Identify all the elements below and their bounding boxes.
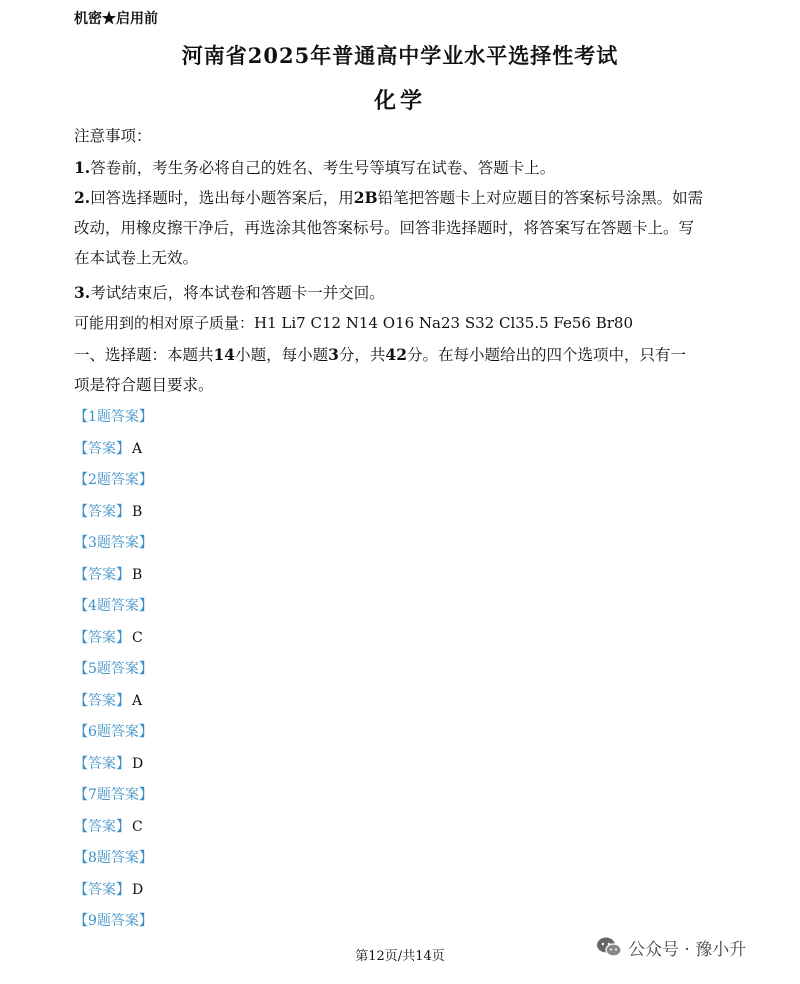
subject-title: 化学 [373, 88, 426, 114]
note-item-3 [74, 283, 385, 303]
section-heading-line-1 [74, 345, 686, 365]
section-heading-line-2: 项是符合题目要求。 [74, 376, 214, 394]
question-6-head: 【6题答案】 [74, 724, 153, 740]
answer-label: 【答案】 [74, 882, 130, 898]
section-count: 14 [213, 345, 236, 364]
answer-value: A [132, 693, 143, 709]
answer-value: B [132, 504, 143, 520]
answer-6 [74, 755, 143, 773]
note-item-2-line-1 [74, 188, 703, 208]
answer-value: B [132, 567, 143, 583]
answer-7 [74, 818, 143, 836]
question-4-head: 【4题答案】 [74, 598, 153, 614]
note-item-2-text-a: 回答选择题时，选出每小题答案后，用 [90, 189, 354, 207]
answer-5 [74, 692, 142, 710]
answer-label: 【答案】 [74, 819, 130, 835]
watermark [596, 934, 746, 960]
question-9-head: 【9题答案】 [74, 913, 153, 929]
question-8-head: 【8题答案】 [74, 850, 153, 866]
section-points-each: 3 [328, 345, 339, 364]
question-7-head: 【7题答案】 [74, 787, 153, 803]
answer-label: 【答案】 [74, 504, 130, 520]
confidential-label: 机密★启用前 [74, 11, 158, 27]
answer-label: 【答案】 [74, 567, 130, 583]
note-item-2-line-3: 在本试卷上无效。 [74, 249, 199, 267]
answer-label: 【答案】 [74, 630, 130, 646]
section-text-g: 分。在每小题给出的四个选项中，只有一 [407, 346, 687, 364]
section-text-c: 小题，每小题 [235, 346, 329, 364]
section-text-a: 一、选择题：本题共 [74, 346, 214, 364]
note-item-2-pencil: 2B [353, 188, 378, 207]
answer-3 [74, 566, 142, 584]
answer-2 [74, 503, 142, 521]
note-item-2-text-c: 铅笔把答题卡上对应题目的答案标号涂黑。如需 [377, 189, 704, 207]
section-text-e: 分，共 [338, 346, 386, 364]
note-item-3-text: 考试结束后，将本试卷和答题卡一并交回。 [90, 284, 385, 302]
answer-value: D [132, 882, 144, 898]
question-5-head: 【5题答案】 [74, 661, 153, 677]
answer-4 [74, 629, 143, 647]
answer-value: C [132, 630, 143, 646]
answer-1 [74, 440, 142, 458]
section-points-total: 42 [385, 345, 407, 364]
note-item-2-number: 2. [74, 188, 91, 207]
note-item-1-text: 答卷前，考生务必将自己的姓名、考生号等填写在试卷、答题卡上。 [90, 159, 556, 177]
answer-label: 【答案】 [74, 693, 130, 709]
note-item-1-number: 1. [74, 158, 91, 177]
note-item-1 [74, 158, 555, 178]
answer-value: A [132, 441, 143, 457]
question-2-head: 【2题答案】 [74, 472, 153, 488]
answer-8 [74, 881, 143, 899]
answer-label: 【答案】 [74, 756, 130, 772]
question-1-head: 【1题答案】 [74, 409, 153, 425]
watermark-text: 公众号 · 豫小升 [628, 939, 747, 960]
page-number: 第12页/共14页 [355, 949, 445, 964]
notes-heading: 注意事项： [74, 127, 152, 145]
atomic-masses: 可能用到的相对原子质量：H1 Li7 C12 N14 O16 Na23 S32 Cl35.5 Fe56 Br80 [74, 314, 634, 332]
exam-title: 河南省2025年普通高中学业水平选择性考试 [181, 43, 619, 68]
answer-label: 【答案】 [74, 441, 130, 457]
note-item-3-number: 3. [74, 283, 91, 302]
wechat-icon [596, 936, 622, 958]
question-3-head: 【3题答案】 [74, 535, 153, 551]
answer-value: D [132, 756, 144, 772]
note-item-2-line-2: 改动，用橡皮擦干净后，再选涂其他答案标号。回答非选择题时，将答案写在答题卡上。写 [74, 219, 695, 237]
answer-value: C [132, 819, 143, 835]
